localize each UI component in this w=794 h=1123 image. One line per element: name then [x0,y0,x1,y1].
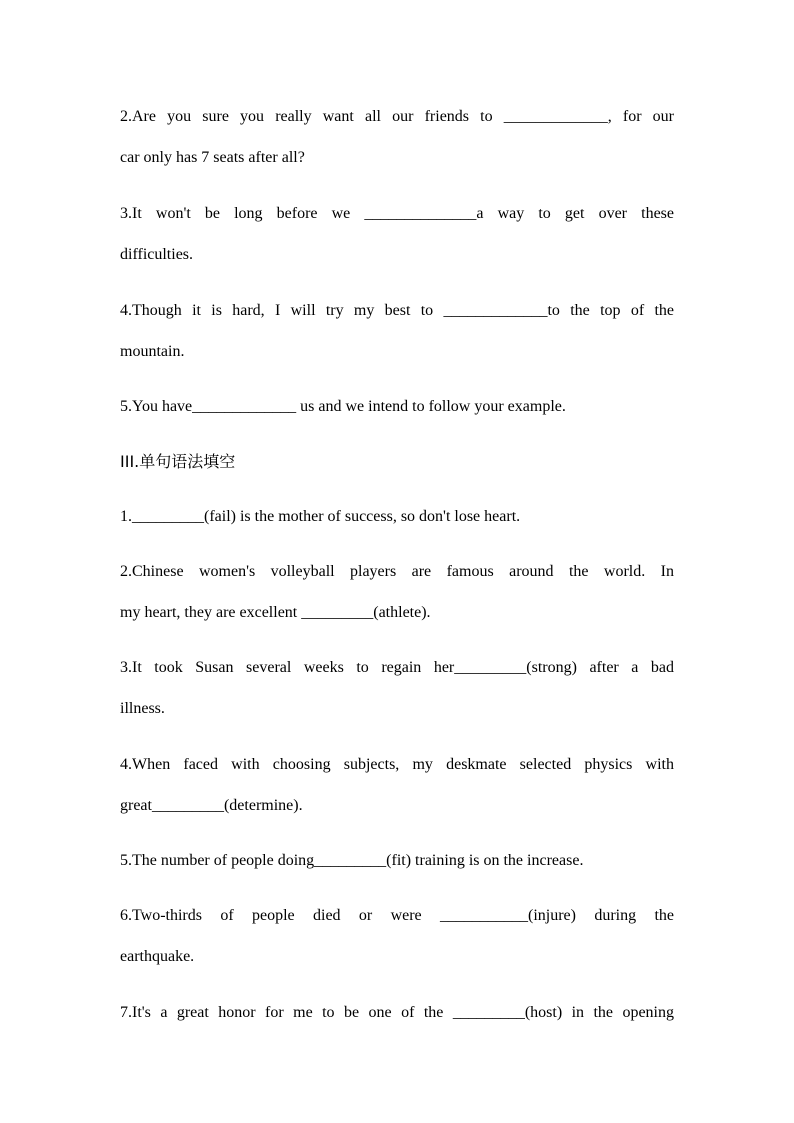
text-line: 4.Though it is hard, I will try my best to _____________to the top of the [120,302,674,319]
text-line: 2.Chinese women's volleyball players are famous around the world. In [120,563,674,580]
section-heading: III.单句语法填空 [120,452,236,471]
text-line: mountain. [120,343,185,360]
text-line: great_________(determine). [120,797,303,814]
text-line: 2.Are you sure you really want all our friends to _____________, for our [120,108,674,125]
text-line: 5.The number of people doing_________(fit) training is on the increase. [120,852,584,869]
text-line: 5.You have_____________ us and we intend to follow your example. [120,398,566,415]
text-line: 7.It's a great honor for me to be one of the _________(host) in the opening [120,1004,674,1021]
text-line: car only has 7 seats after all? [120,149,305,166]
text-line: 3.It won't be long before we ______________a way to get over these [120,205,674,222]
text-line: 3.It took Susan several weeks to regain her_________(strong) after a bad [120,659,674,676]
text-line: 6.Two-thirds of people died or were ___________(injure) during the [120,907,674,924]
text-line: 4.When faced with choosing subjects, my deskmate selected physics with [120,756,674,773]
text-line: earthquake. [120,948,195,965]
text-line: difficulties. [120,246,194,263]
text-line: illness. [120,700,165,717]
text-line: my heart, they are excellent _________(athlete). [120,604,431,621]
text-line: 1._________(fail) is the mother of success, so don't lose heart. [120,508,521,525]
